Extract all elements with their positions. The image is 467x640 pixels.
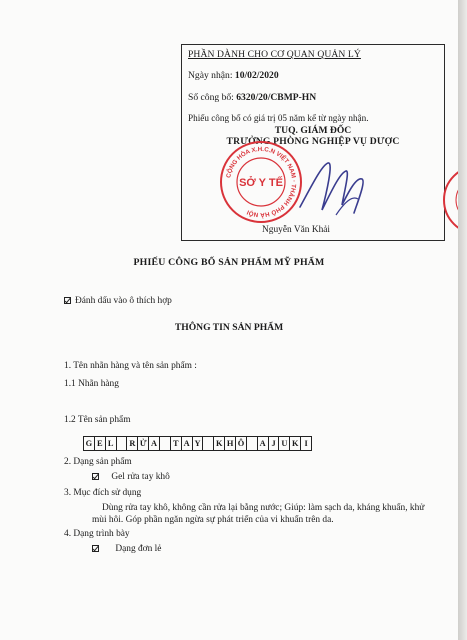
- check-instruction-text: Đánh dấu vào ô thích hợp: [75, 296, 172, 306]
- item-1-heading: 1. Tên nhãn hàng và tên sản phẩm :: [64, 361, 197, 371]
- item-3-heading: 3. Mục đích sử dụng: [64, 488, 142, 498]
- product-name-grid: [83, 436, 312, 451]
- product-name-cell: I: [304, 439, 308, 448]
- product-name-cell: [203, 437, 214, 450]
- signer-title-2: TRƯỞNG PHÒNG NGHIỆP VỤ DƯỢC: [226, 136, 400, 147]
- product-name-cell: J: [269, 437, 280, 450]
- checkbox-checked-icon: [64, 297, 71, 304]
- product-name-cell: Y: [193, 437, 204, 450]
- received-date-line: [188, 70, 279, 81]
- item-2-value-line: [92, 472, 170, 482]
- checkbox-checked-icon: [92, 545, 99, 552]
- item-3-line-2: mùi hôi. Góp phần ngăn ngừa sự phát triển của vi khuẩn trên da.: [92, 515, 334, 525]
- item-4-value-line: [92, 544, 161, 554]
- item-4-value: Dạng đơn lẻ: [115, 544, 162, 554]
- product-name-cell: G: [84, 437, 95, 450]
- product-name-cell: K: [290, 437, 301, 450]
- product-name-cell: E: [95, 437, 106, 450]
- item-1-2-label: 1.2 Tên sản phẩm: [64, 415, 131, 425]
- product-name-cell: A: [258, 437, 269, 450]
- received-date-value: 10/02/2020: [234, 70, 279, 81]
- handwritten-signature: [292, 155, 382, 225]
- product-name-cell: H: [225, 437, 236, 450]
- product-name-cell: [247, 437, 258, 450]
- announcement-number-line: [188, 92, 316, 103]
- product-name-cell: L: [106, 437, 117, 450]
- received-date-label: Ngày nhận:: [188, 70, 233, 81]
- section-title: THÔNG TIN SẢN PHẨM: [174, 322, 284, 333]
- product-name-cell: A: [182, 437, 193, 450]
- item-3-line-1: Dùng rửa tay khô, không cần rửa lại bằng nước; Giúp: làm sạch da, kháng khuẩn, khử: [102, 503, 425, 513]
- item-2-value: Gel rửa tay khô: [111, 472, 170, 482]
- item-4-heading: 4. Dạng trình bày: [64, 529, 130, 539]
- product-name-cell: [160, 437, 171, 450]
- product-name-cell: Ô: [236, 437, 247, 450]
- item-1-1-label: 1.1 Nhãn hàng: [64, 379, 119, 389]
- product-name-cell: U: [279, 437, 290, 450]
- signer-name: Nguyễn Văn Khải: [262, 225, 331, 235]
- product-name-cell: Ử: [138, 437, 149, 450]
- product-name-cell: T: [171, 437, 182, 450]
- announcement-number-label: Số công bố:: [188, 92, 234, 103]
- seal-center-text: SỞ Y TẾ: [239, 177, 283, 189]
- checkbox-checked-icon: [92, 473, 99, 480]
- page-edge-shadow: [458, 0, 467, 640]
- admin-section-title: PHẦN DÀNH CHO CƠ QUAN QUẢN LÝ: [188, 49, 361, 60]
- check-instruction: [64, 296, 172, 306]
- item-2-heading: 2. Dạng sản phẩm: [64, 457, 132, 467]
- seal-ring-text: CỘNG HÒA X.H.C.N VIỆT NAM · THÀNH PHỐ HÀ NỘI: [225, 145, 298, 219]
- product-name-cell: R: [127, 437, 138, 450]
- product-name-cell: A: [149, 437, 160, 450]
- validity-note: Phiếu công bố có giá trị 05 năm kể từ ngày nhận.: [188, 113, 369, 123]
- announcement-number-value: 6320/20/CBMP-HN: [236, 92, 317, 103]
- admin-section-box: [181, 44, 445, 241]
- document-title: PHIẾU CÔNG BỐ SẢN PHẨM MỸ PHẨM: [133, 257, 325, 268]
- item-3-description: [92, 502, 437, 526]
- signer-title-1: TUQ. GIÁM ĐỐC: [274, 125, 352, 136]
- product-name-cell: [117, 437, 128, 450]
- product-name-cell: K: [214, 437, 225, 450]
